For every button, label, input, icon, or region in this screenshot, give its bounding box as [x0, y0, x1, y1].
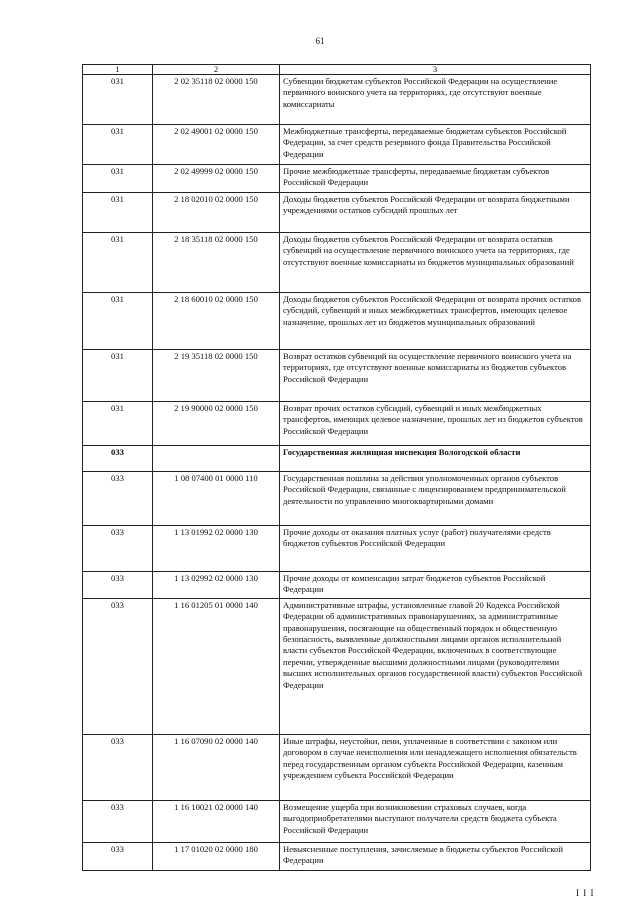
revenue-code-cell: 1 08 07400 01 0000 110 [153, 472, 280, 526]
table-row [83, 233, 591, 293]
admin-code-cell: 031 [83, 125, 153, 165]
table-row [83, 125, 591, 165]
revenue-name-cell: Иные штрафы, неустойки, пени, уплаченные в соответствии с законом или договором в случае неисполнения или ненадлежащего исполнения обязательств перед государственным органом субъекта Российской Федерации, казенным учреждением субъекта Российской Федерации [280, 734, 591, 800]
revenue-name-cell: Прочие доходы от компенсации затрат бюджетов субъектов Российской Федерации [280, 572, 591, 599]
table-row [83, 446, 591, 472]
table-row [83, 293, 591, 350]
revenue-name-cell: Возврат прочих остатков субсидий, субвенций и иных межбюджетных трансфертов, имеющих целевое назначение, прошлых лет из бюджетов субъектов Российской Федерации [280, 402, 591, 446]
admin-code-cell: 033 [83, 526, 153, 572]
table-row [83, 350, 591, 402]
table-row [83, 472, 591, 526]
admin-code-cell: 031 [83, 350, 153, 402]
table-row [83, 734, 591, 800]
revenue-name-cell: Межбюджетные трансферты, передаваемые бюджетам субъектов Российской Федерации, за счет средств резервного фонда Правительства Российской Федерации [280, 125, 591, 165]
revenue-name-cell: Доходы бюджетов субъектов Российской Федерации от возврата бюджетными учреждениями остатков субсидий прошлых лет [280, 193, 591, 233]
revenue-name-cell: Субвенции бюджетам субъектов Российской Федерации на осуществление первичного воинского учета на территориях, где отсутствуют военные комиссариаты [280, 75, 591, 125]
column-header-3: 3 [280, 65, 591, 75]
revenue-name-cell: Возврат остатков субвенций на осуществление первичного воинского учета на территориях, где отсутствуют военные комиссариаты из бюджетов субъектов Российской Федерации [280, 350, 591, 402]
revenue-code-cell: 1 16 01205 01 0000 140 [153, 598, 280, 734]
table-row [83, 526, 591, 572]
revenue-code-cell: 1 13 01992 02 0000 130 [153, 526, 280, 572]
admin-code-cell: 031 [83, 165, 153, 193]
admin-code-cell: 031 [83, 233, 153, 293]
admin-code-cell: 031 [83, 402, 153, 446]
table-header-row [83, 65, 591, 75]
revenue-code-cell: 1 16 10021 02 0000 140 [153, 800, 280, 842]
table-row [83, 598, 591, 734]
admin-code-cell: 033 [83, 572, 153, 599]
revenue-codes-table [82, 64, 591, 871]
revenue-name-cell: Государственная пошлина за действия уполномоченных органов субъектов Российской Федерации, связанные с лицензированием предпринимательской деятельности по управлению многоквартирными домами [280, 472, 591, 526]
admin-code-cell: 033 [83, 598, 153, 734]
admin-code-cell: 033 [83, 734, 153, 800]
column-header-2: 2 [153, 65, 280, 75]
revenue-code-cell: 2 19 35118 02 0000 150 [153, 350, 280, 402]
table-row [83, 402, 591, 446]
revenue-code-cell: 2 18 60010 02 0000 150 [153, 293, 280, 350]
revenue-code-cell: 1 16 07090 02 0000 140 [153, 734, 280, 800]
table-body [83, 75, 591, 871]
revenue-code-cell: 2 18 02010 02 0000 150 [153, 193, 280, 233]
page-number: 61 [315, 36, 325, 46]
admin-code-cell: 031 [83, 293, 153, 350]
revenue-name-cell: Невыясненные поступления, зачисляемые в бюджеты субъектов Российской Федерации [280, 842, 591, 870]
revenue-name-cell: Доходы бюджетов субъектов Российской Федерации от возврата остатков субвенций на осуществление первичного воинского учета на территориях, где отсутствуют военные комиссариаты из бюджетов муниципальных образований [280, 233, 591, 293]
table-row [83, 165, 591, 193]
revenue-name-cell: Прочие доходы от оказания платных услуг (работ) получателями средств бюджетов субъектов Российской Федерации [280, 526, 591, 572]
table-row [83, 193, 591, 233]
admin-code-cell: 031 [83, 75, 153, 125]
admin-code-cell: 033 [83, 842, 153, 870]
revenue-name-cell: Административные штрафы, установленные главой 20 Кодекса Российской Федерации об административных правонарушениях, за административные правонарушения, посягающие на общественный порядок и общественную безопасность, выявленные должностными лицами органов исполнительной власти субъектов Российской Федерации, включенных в соответствующие перечни, утвержденные высшими должностными лицами (руководителями высших исполнительных органов государственной власти) субъектов Российской Федерации [280, 598, 591, 734]
revenue-code-cell [153, 446, 280, 472]
admin-code-cell: 033 [83, 446, 153, 472]
admin-code-cell: 033 [83, 472, 153, 526]
revenue-name-cell: Доходы бюджетов субъектов Российской Федерации от возврата прочих остатков субсидий, субвенций и иных межбюджетных трансфертов, имеющих целевое назначение, прошлых лет из бюджетов муниципальных образований [280, 293, 591, 350]
admin-code-cell: 031 [83, 193, 153, 233]
table-row [83, 572, 591, 599]
footer-mark: I I I [576, 888, 595, 898]
revenue-code-cell: 2 02 49999 02 0000 150 [153, 165, 280, 193]
table-row [83, 842, 591, 870]
table-row [83, 800, 591, 842]
table-row [83, 75, 591, 125]
revenue-code-cell: 1 17 01020 02 0000 180 [153, 842, 280, 870]
revenue-code-cell: 1 13 02992 02 0000 130 [153, 572, 280, 599]
revenue-name-cell: Возмещение ущерба при возникновении страховых случаев, когда выгодоприобретателями выступают получатели средств бюджета субъекта Российской Федерации [280, 800, 591, 842]
column-header-1: 1 [83, 65, 153, 75]
revenue-code-cell: 2 19 90000 02 0000 150 [153, 402, 280, 446]
revenue-name-cell: Прочие межбюджетные трансферты, передаваемые бюджетам субъектов Российской Федерации [280, 165, 591, 193]
admin-code-cell: 033 [83, 800, 153, 842]
revenue-name-cell: Государственная жилищная инспекция Вологодской области [280, 446, 591, 472]
revenue-code-cell: 2 02 49001 02 0000 150 [153, 125, 280, 165]
revenue-code-cell: 2 18 35118 02 0000 150 [153, 233, 280, 293]
revenue-code-cell: 2 02 35118 02 0000 150 [153, 75, 280, 125]
